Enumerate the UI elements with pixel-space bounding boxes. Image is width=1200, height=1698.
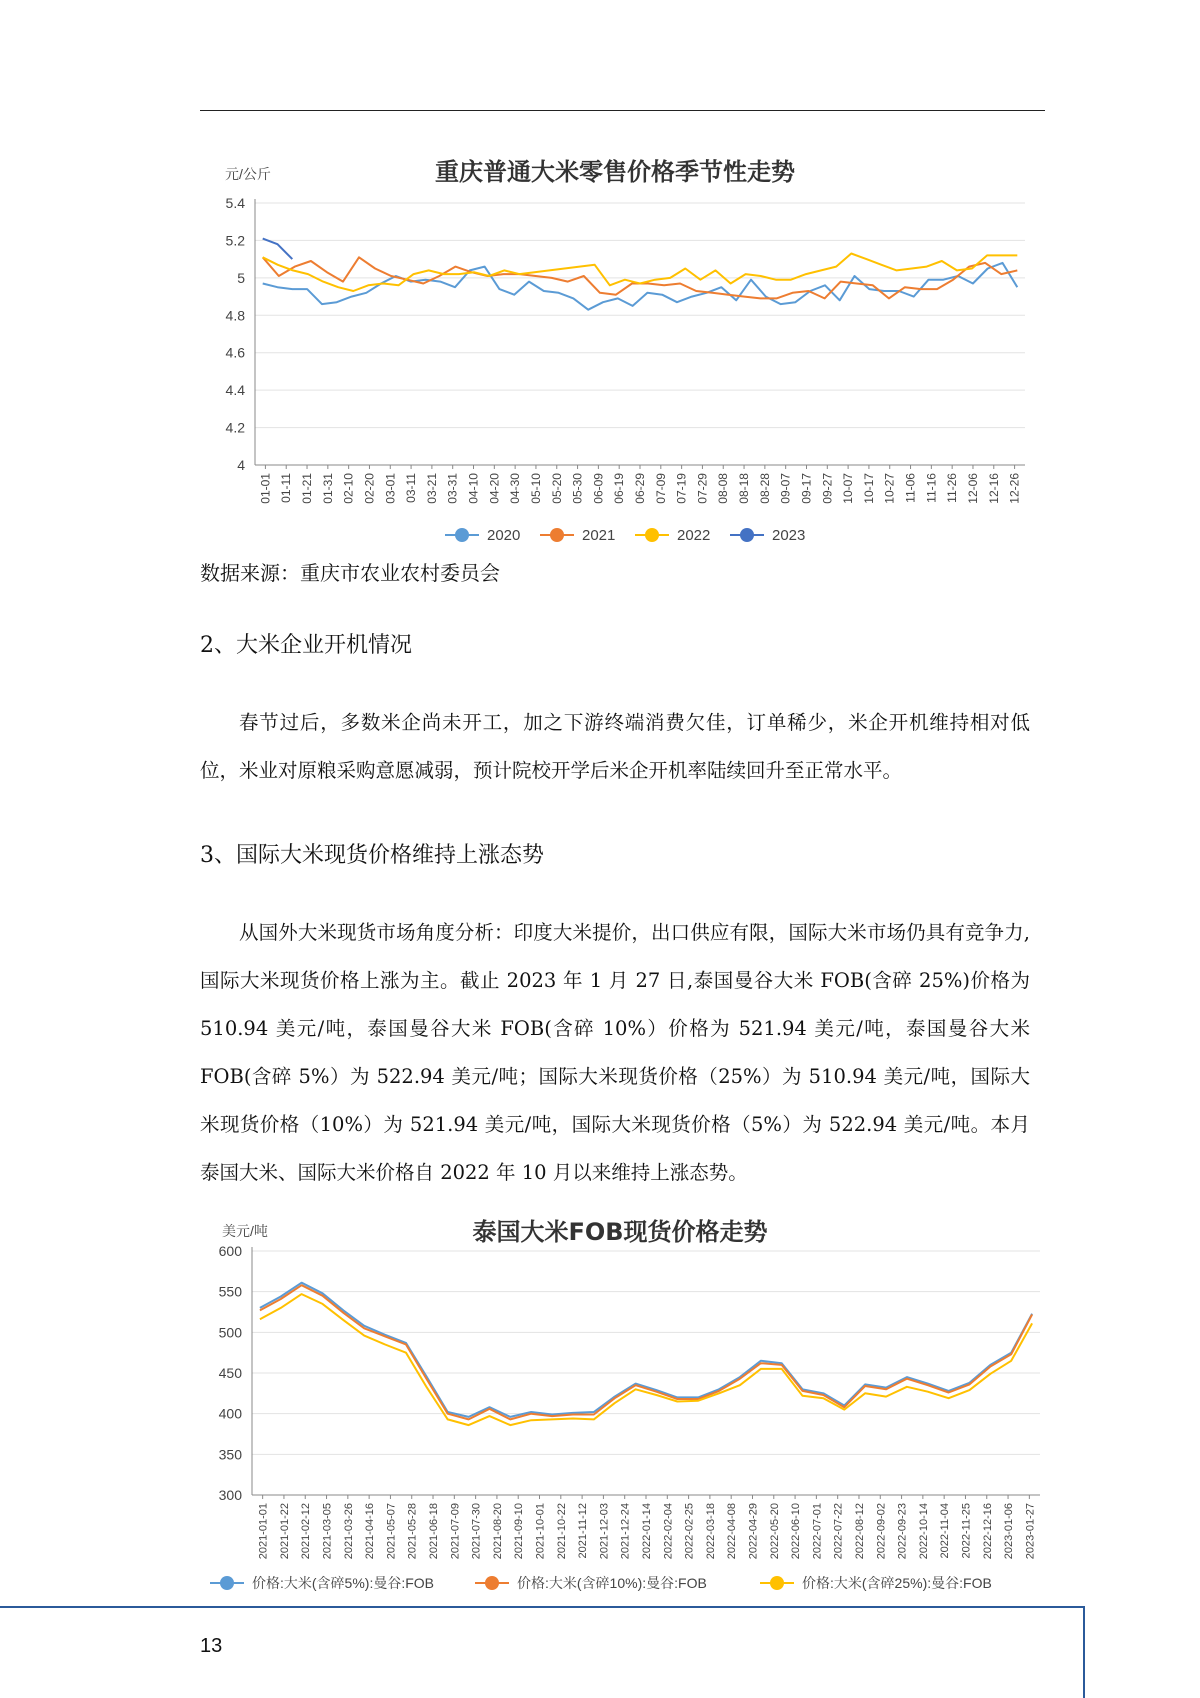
y-axis-unit-label: 元/公斤 (225, 166, 271, 182)
legend-marker (485, 1576, 499, 1590)
x-tick-label: 2021-07-30 (470, 1503, 483, 1560)
legend-label: 价格:大米(含碎10%):曼谷:FOB (517, 1575, 707, 1591)
x-tick-label: 2022-06-10 (790, 1503, 803, 1560)
thai-rice-fob-chart (200, 1200, 1040, 1595)
y-tick-label: 4.6 (225, 344, 245, 361)
thai-rice-fob-svg (200, 1200, 1040, 1595)
section-3-text: 从国外大米现货市场角度分析：印度大米提价，出口供应有限，国际大米市场仍具有竞争力,国际大米现货价格上涨为主。截止 2023 年 1 月 27 日,泰国曼谷大米 FOB(含碎 25%)价格为 510.94 美元/吨，泰国曼谷大米 FOB(含碎 10%）价格为 521.94 美元/吨，泰国曼谷大米 FOB(含碎 5%）为 522.94 美元/吨；国际大米现货价格（25%）为 510.94 美元/吨，国际大米现货价格（10%）为 521.94 美元/吨，国际大米现货价格（5%）为 522.94 美元/吨。本月泰国大米、国际大米价格自 2022 年 10 月以来维持上涨态势。 (200, 921, 1030, 1184)
x-tick-label: 2021-02-12 (300, 1503, 313, 1560)
x-tick-label: 2021-10-01 (534, 1503, 547, 1560)
x-tick-label: 10-07 (841, 473, 856, 504)
legend-marker (740, 528, 754, 542)
x-tick-label: 06-29 (633, 473, 647, 504)
legend-marker (645, 528, 659, 542)
x-tick-label: 2021-10-22 (555, 1503, 568, 1560)
x-tick-label: 2022-02-25 (683, 1503, 696, 1560)
x-tick-label: 2022-05-20 (768, 1503, 781, 1560)
legend-marker (770, 1576, 784, 1590)
chongqing-rice-price-svg (200, 150, 1040, 550)
page-number: 13 (200, 1635, 223, 1657)
series-line-价格:大米(含碎10%):曼谷:FOB (260, 1285, 1032, 1419)
section-2-heading: 2、大米企业开机情况 (200, 633, 412, 658)
x-tick-label: 04-20 (487, 473, 502, 504)
x-tick-label: 05-30 (570, 473, 585, 504)
x-tick-label: 05-20 (549, 473, 564, 504)
y-tick-label: 400 (218, 1405, 242, 1422)
x-tick-label: 03-11 (404, 473, 419, 503)
x-tick-label: 06-09 (591, 473, 606, 504)
x-tick-label: 12-26 (1007, 473, 1022, 504)
series-line-2023 (263, 239, 293, 260)
section-3-heading: 3、国际大米现货价格维持上涨态势 (200, 843, 544, 868)
x-tick-label: 2022-01-14 (641, 1503, 653, 1560)
section-2-paragraph (200, 699, 1030, 795)
x-tick-label: 2021-05-28 (406, 1503, 419, 1560)
x-tick-label: 11-26 (945, 473, 960, 503)
x-tick-label: 03-01 (383, 473, 398, 504)
x-tick-label: 2021-03-05 (321, 1503, 334, 1560)
x-tick-label: 2021-11-12 (577, 1503, 590, 1559)
x-tick-label: 2021-03-26 (342, 1503, 355, 1560)
x-tick-label: 04-30 (508, 473, 523, 504)
chongqing-rice-price-chart (200, 150, 1040, 550)
legend-marker (220, 1576, 234, 1590)
x-tick-label: 03-31 (445, 473, 460, 504)
x-tick-label: 08-08 (716, 473, 731, 504)
legend-label: 2020 (487, 527, 521, 544)
x-tick-label: 11-16 (924, 473, 939, 503)
x-tick-label: 2022-07-22 (832, 1503, 845, 1560)
y-tick-label: 350 (218, 1446, 242, 1463)
x-tick-label: 2021-04-16 (364, 1503, 377, 1560)
footer-rule (0, 1606, 1085, 1608)
x-tick-label: 2022-04-29 (747, 1503, 760, 1560)
x-tick-label: 2021-09-10 (513, 1503, 526, 1560)
legend-label: 2022 (677, 527, 711, 544)
x-tick-label: 2022-02-04 (662, 1503, 675, 1560)
y-tick-label: 5 (237, 269, 245, 286)
x-tick-label: 06-19 (612, 473, 627, 504)
chart-title: 重庆普通大米零售价格季节性走势 (435, 158, 795, 186)
x-tick-label: 01-01 (258, 473, 273, 504)
x-tick-label: 2022-07-01 (811, 1503, 824, 1560)
y-tick-label: 4.2 (225, 419, 245, 436)
x-tick-label: 02-10 (341, 473, 356, 504)
x-tick-label: 2022-03-18 (704, 1503, 717, 1560)
x-tick-label: 10-27 (882, 473, 897, 504)
y-axis-unit-label: 美元/吨 (222, 1223, 268, 1239)
x-tick-label: 2021-01-01 (257, 1503, 270, 1560)
header-rule (200, 110, 1045, 111)
x-tick-label: 2022-09-23 (896, 1503, 909, 1560)
x-tick-label: 2022-08-12 (853, 1503, 866, 1560)
x-tick-label: 2022-12-16 (981, 1503, 994, 1560)
x-tick-label: 09-27 (820, 473, 835, 504)
series-line-价格:大米(含碎25%):曼谷:FOB (260, 1294, 1032, 1425)
x-tick-label: 2022-11-25 (960, 1503, 973, 1559)
x-tick-label: 09-07 (778, 473, 793, 504)
legend-label: 价格:大米(含碎5%):曼谷:FOB (252, 1575, 435, 1591)
x-tick-label: 11-06 (903, 473, 918, 503)
legend-marker (455, 528, 469, 542)
x-tick-label: 07-29 (695, 473, 710, 504)
y-tick-label: 300 (218, 1487, 242, 1503)
series-line-价格:大米(含碎5%):曼谷:FOB (260, 1283, 1032, 1417)
chart-title: 泰国大米FOB现货价格走势 (472, 1218, 768, 1246)
x-tick-label: 2021-05-07 (385, 1503, 398, 1560)
data-source-note: 数据来源：重庆市农业农村委员会 (200, 561, 500, 585)
x-tick-label: 2023-01-06 (1003, 1503, 1016, 1560)
x-tick-label: 07-09 (653, 473, 668, 504)
x-tick-label: 2021-06-18 (428, 1503, 441, 1560)
x-tick-label: 04-10 (466, 473, 481, 504)
legend-label: 2023 (772, 527, 806, 544)
x-tick-label: 12-16 (986, 473, 1001, 504)
x-tick-label: 01-21 (300, 473, 315, 504)
x-tick-label: 2022-09-02 (875, 1503, 888, 1560)
x-tick-label: 08-28 (757, 473, 772, 504)
y-tick-label: 5.4 (225, 195, 245, 211)
x-tick-label: 2022-04-08 (726, 1503, 739, 1560)
x-tick-label: 10-17 (861, 473, 876, 504)
y-tick-label: 4 (237, 457, 245, 473)
x-tick-label: 09-17 (799, 473, 814, 504)
x-tick-label: 2021-08-20 (491, 1503, 504, 1560)
series-line-2022 (263, 254, 1018, 292)
legend-marker (550, 528, 564, 542)
x-tick-label: 2021-12-24 (619, 1503, 632, 1560)
x-tick-label: 2021-12-03 (598, 1503, 611, 1560)
legend-label: 价格:大米(含碎25%):曼谷:FOB (802, 1575, 992, 1591)
x-tick-label: 2022-11-04 (939, 1503, 952, 1559)
x-tick-label: 2021-07-09 (449, 1503, 462, 1560)
y-tick-label: 450 (218, 1365, 242, 1381)
x-tick-label: 02-20 (362, 473, 377, 504)
section-2-text: 春节过后，多数米企尚未开工，加之下游终端消费欠佳，订单稀少，米企开机维持相对低位，米业对原粮采购意愿减弱，预计院校开学后米企开机率陆续回升至正常水平。 (200, 711, 1030, 782)
x-tick-label: 12-06 (965, 473, 980, 504)
x-tick-label: 05-10 (528, 473, 543, 504)
x-tick-label: 2023-01-27 (1024, 1503, 1037, 1560)
y-tick-label: 550 (218, 1283, 242, 1300)
x-tick-label: 01-11 (279, 473, 294, 503)
x-tick-label: 07-19 (674, 472, 689, 504)
x-tick-label: 2022-10-14 (917, 1503, 930, 1560)
footer-rule-vertical (1083, 1606, 1085, 1698)
x-tick-label: 08-18 (737, 473, 752, 504)
y-tick-label: 5.2 (225, 232, 245, 249)
x-tick-label: 03-21 (424, 473, 439, 504)
y-tick-label: 4.4 (225, 382, 245, 399)
y-tick-label: 600 (218, 1243, 242, 1259)
x-tick-label: 2021-01-22 (278, 1503, 291, 1560)
y-tick-label: 4.8 (225, 307, 245, 324)
y-tick-label: 500 (218, 1324, 242, 1341)
section-3-paragraph (200, 909, 1030, 1197)
x-tick-label: 01-31 (320, 473, 335, 504)
legend-label: 2021 (582, 527, 616, 544)
